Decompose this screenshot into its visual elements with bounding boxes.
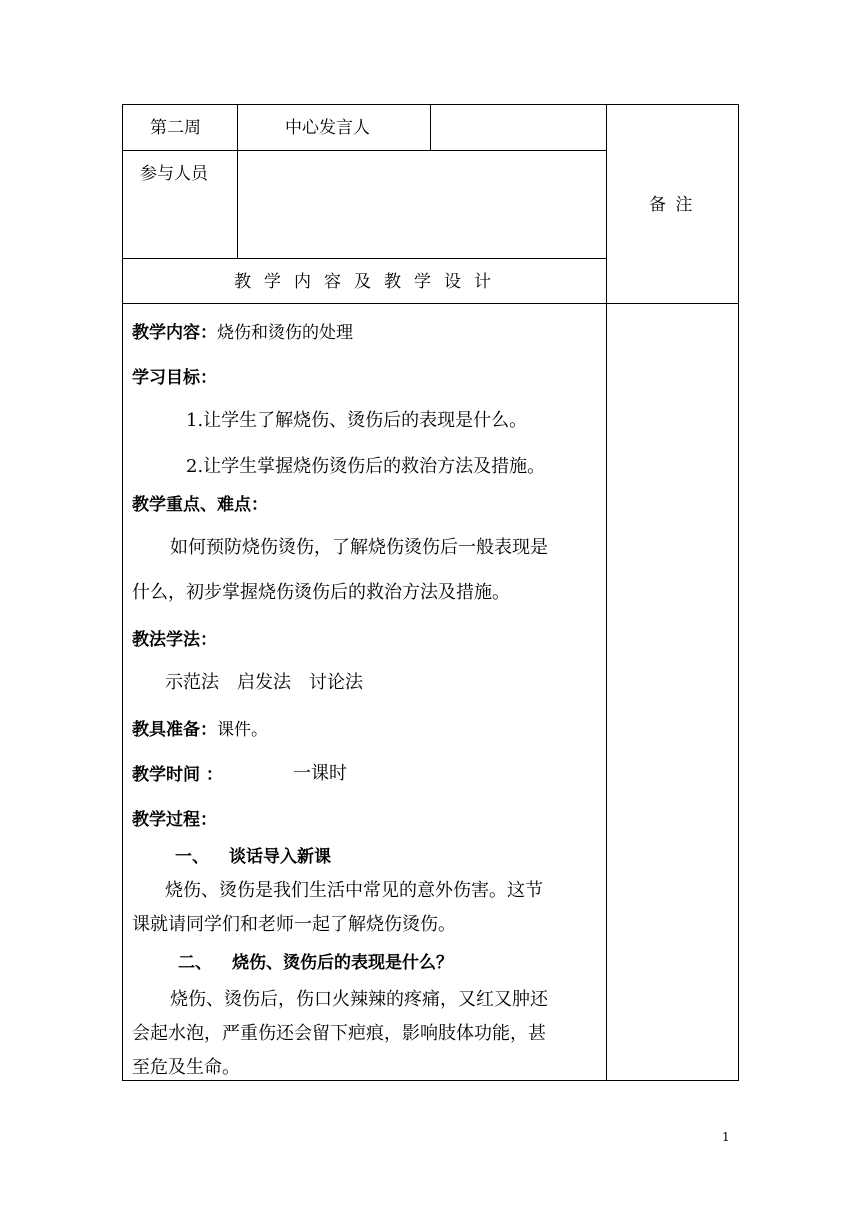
week-label: 第二周 — [150, 118, 201, 138]
step-2-title: 烧伤、烫伤后的表现是什么？ — [232, 953, 453, 973]
step-2-heading — [178, 948, 453, 973]
step-1-line-1: 烧伤、烫伤是我们生活中常见的意外伤害。这节 — [165, 880, 543, 901]
participants-label: 参与人员 — [140, 164, 208, 184]
key-points-line-2: 什么，初步掌握烧伤烫伤后的救治方法及措施。 — [132, 582, 510, 603]
speaker-label: 中心发言人 — [285, 118, 370, 138]
teaching-content-label: 教学内容： — [132, 323, 217, 343]
step-1-title: 谈话导入新课 — [229, 847, 331, 867]
methods-value: 示范法 启发法 讨论法 — [165, 672, 363, 693]
teaching-content-row — [132, 318, 353, 343]
objectives-label: 学习目标： — [132, 368, 217, 388]
table-border-left — [122, 104, 123, 1081]
key-points-line-1: 如何预防烧伤烫伤，了解烧伤烫伤后一般表现是 — [170, 537, 548, 558]
table-row-divider — [122, 303, 739, 304]
step-2-line-1: 烧伤、烫伤后，伤口火辣辣的疼痛，又红又肿还 — [170, 989, 548, 1010]
step-2-number: 二、 — [178, 953, 212, 973]
process-label: 教学过程： — [132, 810, 217, 830]
objective-item-1: 1.让学生了解烧伤、烫伤后的表现是什么。 — [186, 410, 528, 431]
section-title: 教学内容及教学设计 — [234, 272, 504, 292]
step-1-number: 一、 — [175, 847, 209, 867]
step-1-line-2: 课就请同学们和老师一起了解烧伤烫伤。 — [132, 914, 456, 935]
tools-value: 课件。 — [217, 720, 268, 740]
tools-label: 教具准备： — [132, 720, 217, 740]
table-row-divider — [122, 150, 607, 151]
step-2-line-3: 至危及生命。 — [132, 1057, 240, 1078]
objective-item-2: 2.让学生掌握烧伤烫伤后的救治方法及措施。 — [186, 456, 546, 477]
table-col-divider — [237, 104, 238, 258]
key-points-label: 教学重点、难点： — [132, 495, 268, 515]
step-1-heading — [175, 842, 331, 867]
table-border-bottom — [122, 1080, 739, 1081]
page-number: 1 — [722, 1130, 730, 1144]
teaching-content-value: 烧伤和烫伤的处理 — [217, 323, 353, 343]
table-border-right — [738, 104, 739, 1081]
table-col-divider — [606, 104, 607, 1081]
time-value: 一课时 — [293, 763, 347, 784]
step-2-line-2: 会起水泡，严重伤还会留下疤痕，影响肢体功能，甚 — [132, 1023, 546, 1044]
methods-label: 教法学法： — [132, 630, 217, 650]
remarks-label: 备 注 — [649, 195, 695, 215]
table-row-divider — [122, 258, 607, 259]
time-label: 教学时间 ： — [132, 765, 223, 785]
table-col-divider — [430, 104, 431, 150]
tools-row — [132, 715, 268, 740]
